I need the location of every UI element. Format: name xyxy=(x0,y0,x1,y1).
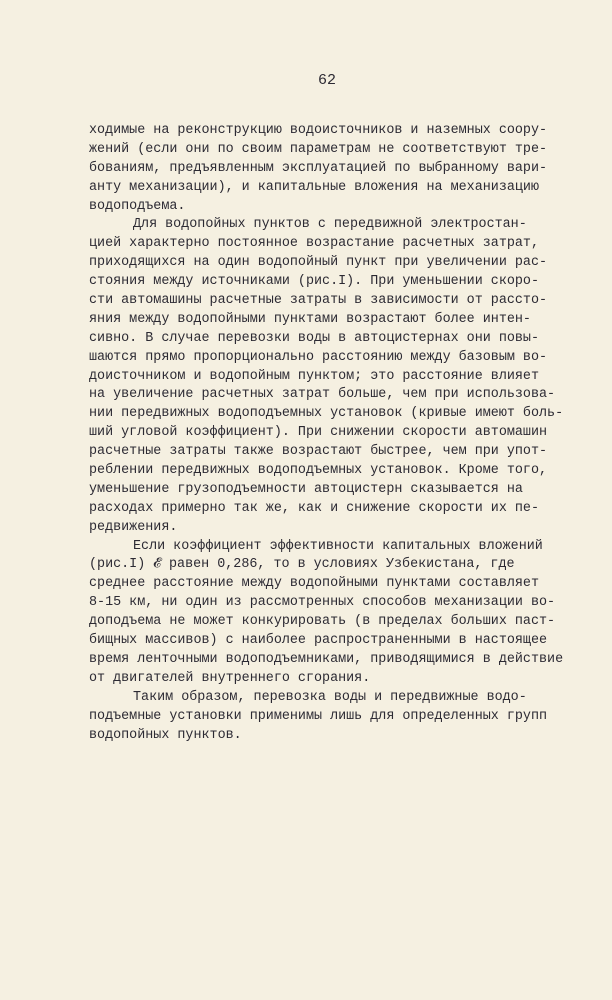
text-line: ший угловой коэффициент). При снижении скорости автомашин xyxy=(89,425,548,441)
text-line: среднее расстояние между водопойными пунктами составляет xyxy=(89,576,539,592)
text-line: приходящихся на один водопойный пункт при увеличении рас- xyxy=(89,255,548,271)
body-text xyxy=(89,122,599,745)
text-line: (рис.I) 𝓔 равен 0,286, то в условиях Узбекистана, где xyxy=(89,557,515,573)
text-line: доподъема не может конкурировать (в пределах больших паст- xyxy=(89,614,556,630)
text-line: подъемные установки применимы лишь для определенных групп xyxy=(89,708,548,724)
text-line: нии передвижных водоподъемных установок (кривые имеют боль- xyxy=(89,406,564,422)
text-line: водоподъема. xyxy=(89,198,186,214)
text-line: расходах примерно так же, как и снижение скорости их пе- xyxy=(89,500,539,516)
paragraph-first-line: Если коэффициент эффективности капитальных вложений xyxy=(133,538,543,554)
text-line: сивно. В случае перевозки воды в автоцистернах они повы- xyxy=(89,330,539,346)
text-line: стояния между источниками (рис.I). При уменьшении скоро- xyxy=(89,274,539,290)
text-line: анту механизации), и капитальные вложения на механизацию xyxy=(89,179,539,195)
text-line: бованиям, предъявленным эксплуатацией по выбранному вари- xyxy=(89,160,548,176)
text-line: на увеличение расчетных затрат больше, чем при использова- xyxy=(89,387,556,403)
text-line: расчетные затраты также возрастают быстрее, чем при упот- xyxy=(89,444,548,460)
text-line: ходимые на реконструкцию водоисточников и наземных соору- xyxy=(89,123,548,138)
text-line: шаются прямо пропорционально расстоянию между базовым во- xyxy=(89,349,548,365)
text-line: водопойных пунктов. xyxy=(89,727,242,743)
text-line: жений (если они по своим параметрам не соответствуют тре- xyxy=(89,141,548,157)
text-line: яния между водопойными пунктами возрастают более интен- xyxy=(89,311,531,327)
page-number: 62 xyxy=(318,72,337,89)
text-line: уменьшение грузоподъемности автоцистерн сказывается на xyxy=(89,481,523,497)
text-line: редвижения. xyxy=(89,519,178,535)
text-line: сти автомашины расчетные затраты в зависимости от рассто- xyxy=(89,293,548,309)
paragraph-first-line: Для водопойных пунктов с передвижной электростан- xyxy=(133,217,527,233)
text-line: 8-15 км, ни один из рассмотренных способов механизации во- xyxy=(89,595,556,611)
text-line: доисточником и водопойным пунктом; это расстояние влияет xyxy=(89,368,539,384)
text-line: бищных массивов) с наиболее распространенными в настоящее xyxy=(89,633,548,649)
text-line: цией характерно постоянное возрастание расчетных затрат, xyxy=(89,236,539,252)
text-line: от двигателей внутреннего сгорания. xyxy=(89,670,371,686)
paragraph-first-line: Таким образом, перевозка воды и передвижные водо- xyxy=(133,689,527,705)
text-line: время ленточными водоподъемниками, приводящимися в действие xyxy=(89,651,564,667)
text-line: реблении передвижных водоподъемных установок. Кроме того, xyxy=(89,463,548,479)
